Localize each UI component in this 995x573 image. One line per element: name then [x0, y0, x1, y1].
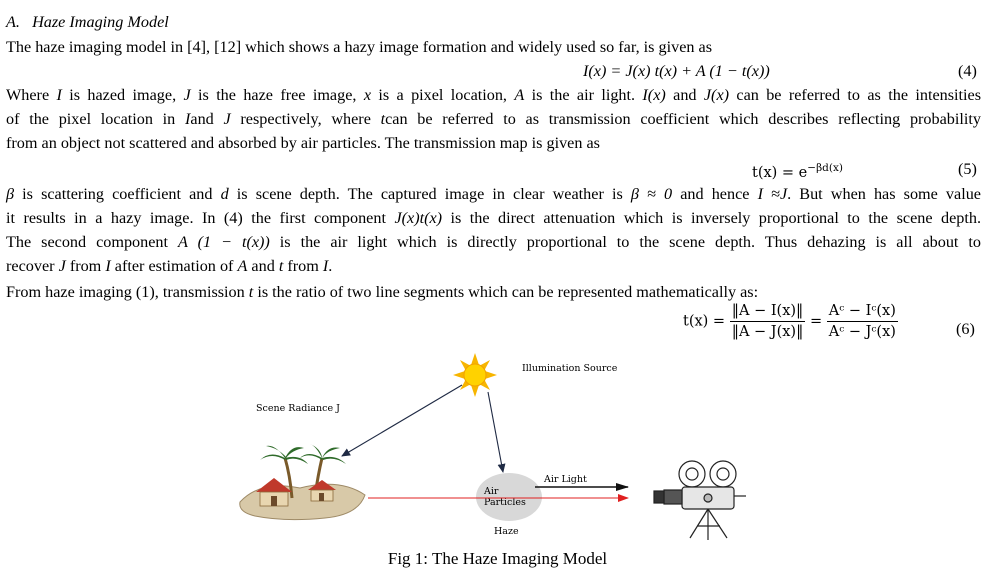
air-light-label: Air Light — [544, 474, 587, 485]
paragraph-2-line-3: from an object not scattered and absorbed by air particles. The transmission map is given as — [6, 134, 600, 152]
air-particles-label-2: Particles — [484, 497, 526, 508]
section-heading — [6, 11, 981, 33]
section-title: Haze Imaging Model — [32, 13, 169, 31]
equation-4-number: (4) — [958, 62, 977, 80]
paragraph-1: The haze imaging model in [4], [12] which shows a hazy image formation and widely used so far, is given as — [6, 38, 713, 56]
scene-radiance-label: Scene Radiance J — [256, 403, 340, 414]
section-number: A. — [6, 13, 20, 31]
paragraph-3-line-2: it results in a hazy image. In (4) the first component J(x)t(x) is the direct attenuation which is inversely proportional to the scene depth. — [6, 209, 982, 227]
equation-5: $t(x) = e^{-\beta d(x)}$ — [752, 162, 843, 181]
illumination-label: Illumination Source — [522, 363, 618, 374]
haze-label: Haze — [494, 526, 519, 537]
haze-model-figure — [230, 350, 750, 550]
camera-icon — [654, 461, 746, 540]
paragraph-3-line-4: recover J from I after estimation of A and t from I. — [6, 257, 333, 275]
equation-6-fraction-1: $\frac{‖A - I(x)‖}{‖A - J(x)‖}$ — [731, 303, 804, 340]
equation-6-fraction-2: $\frac{\text{Aᶜ − Iᶜ(x)}}{\text{Aᶜ − Jᶜ(x)}}$ — [828, 303, 896, 340]
paragraph-2-line-1: Where I is hazed image, J is the haze free image, x is a pixel location, A is the air light. I(x) and J(x) can be referred to as the intensities — [6, 86, 982, 104]
island-icon — [240, 444, 365, 520]
sun-to-scene-arrow — [342, 385, 462, 456]
paragraph-2-line-2: of the pixel location in Iand J respectively, where tcan be referred to as transmission coefficient which describes reflecting probability — [6, 110, 981, 128]
equation-4: I(x) = J(x) t(x) + A (1 − t(x)) — [583, 62, 770, 80]
figure-caption: Fig 1: The Haze Imaging Model — [387, 549, 608, 568]
equation-5-number: (5) — [958, 160, 977, 178]
sun-icon — [453, 353, 497, 397]
equation-6: t(x) = $\frac{‖A - I(x)‖}{‖A - J(x)‖}$ = $\frac{\text{Aᶜ − Iᶜ(x)}}{\text{Aᶜ − Jᶜ(x)}}$ — [683, 303, 896, 340]
paragraph-3-line-3: The second component A (1 − t(x)) is the air light which is directly proportional to the scene depth. Thus dehazing is all about to — [6, 233, 982, 251]
paragraph-4: From haze imaging (1), transmission t is the ratio of two line segments which can be represented mathematically as: — [6, 283, 759, 301]
air-particles-label-1: Air — [484, 486, 499, 497]
paragraph-3-line-1: β is scattering coefficient and d is scene depth. The captured image in clear weather is β ≈ 0 and hence I ≈J. But when has some value — [6, 185, 981, 203]
equation-6-number: (6) — [956, 320, 975, 338]
sun-to-particles-arrow — [488, 392, 503, 472]
